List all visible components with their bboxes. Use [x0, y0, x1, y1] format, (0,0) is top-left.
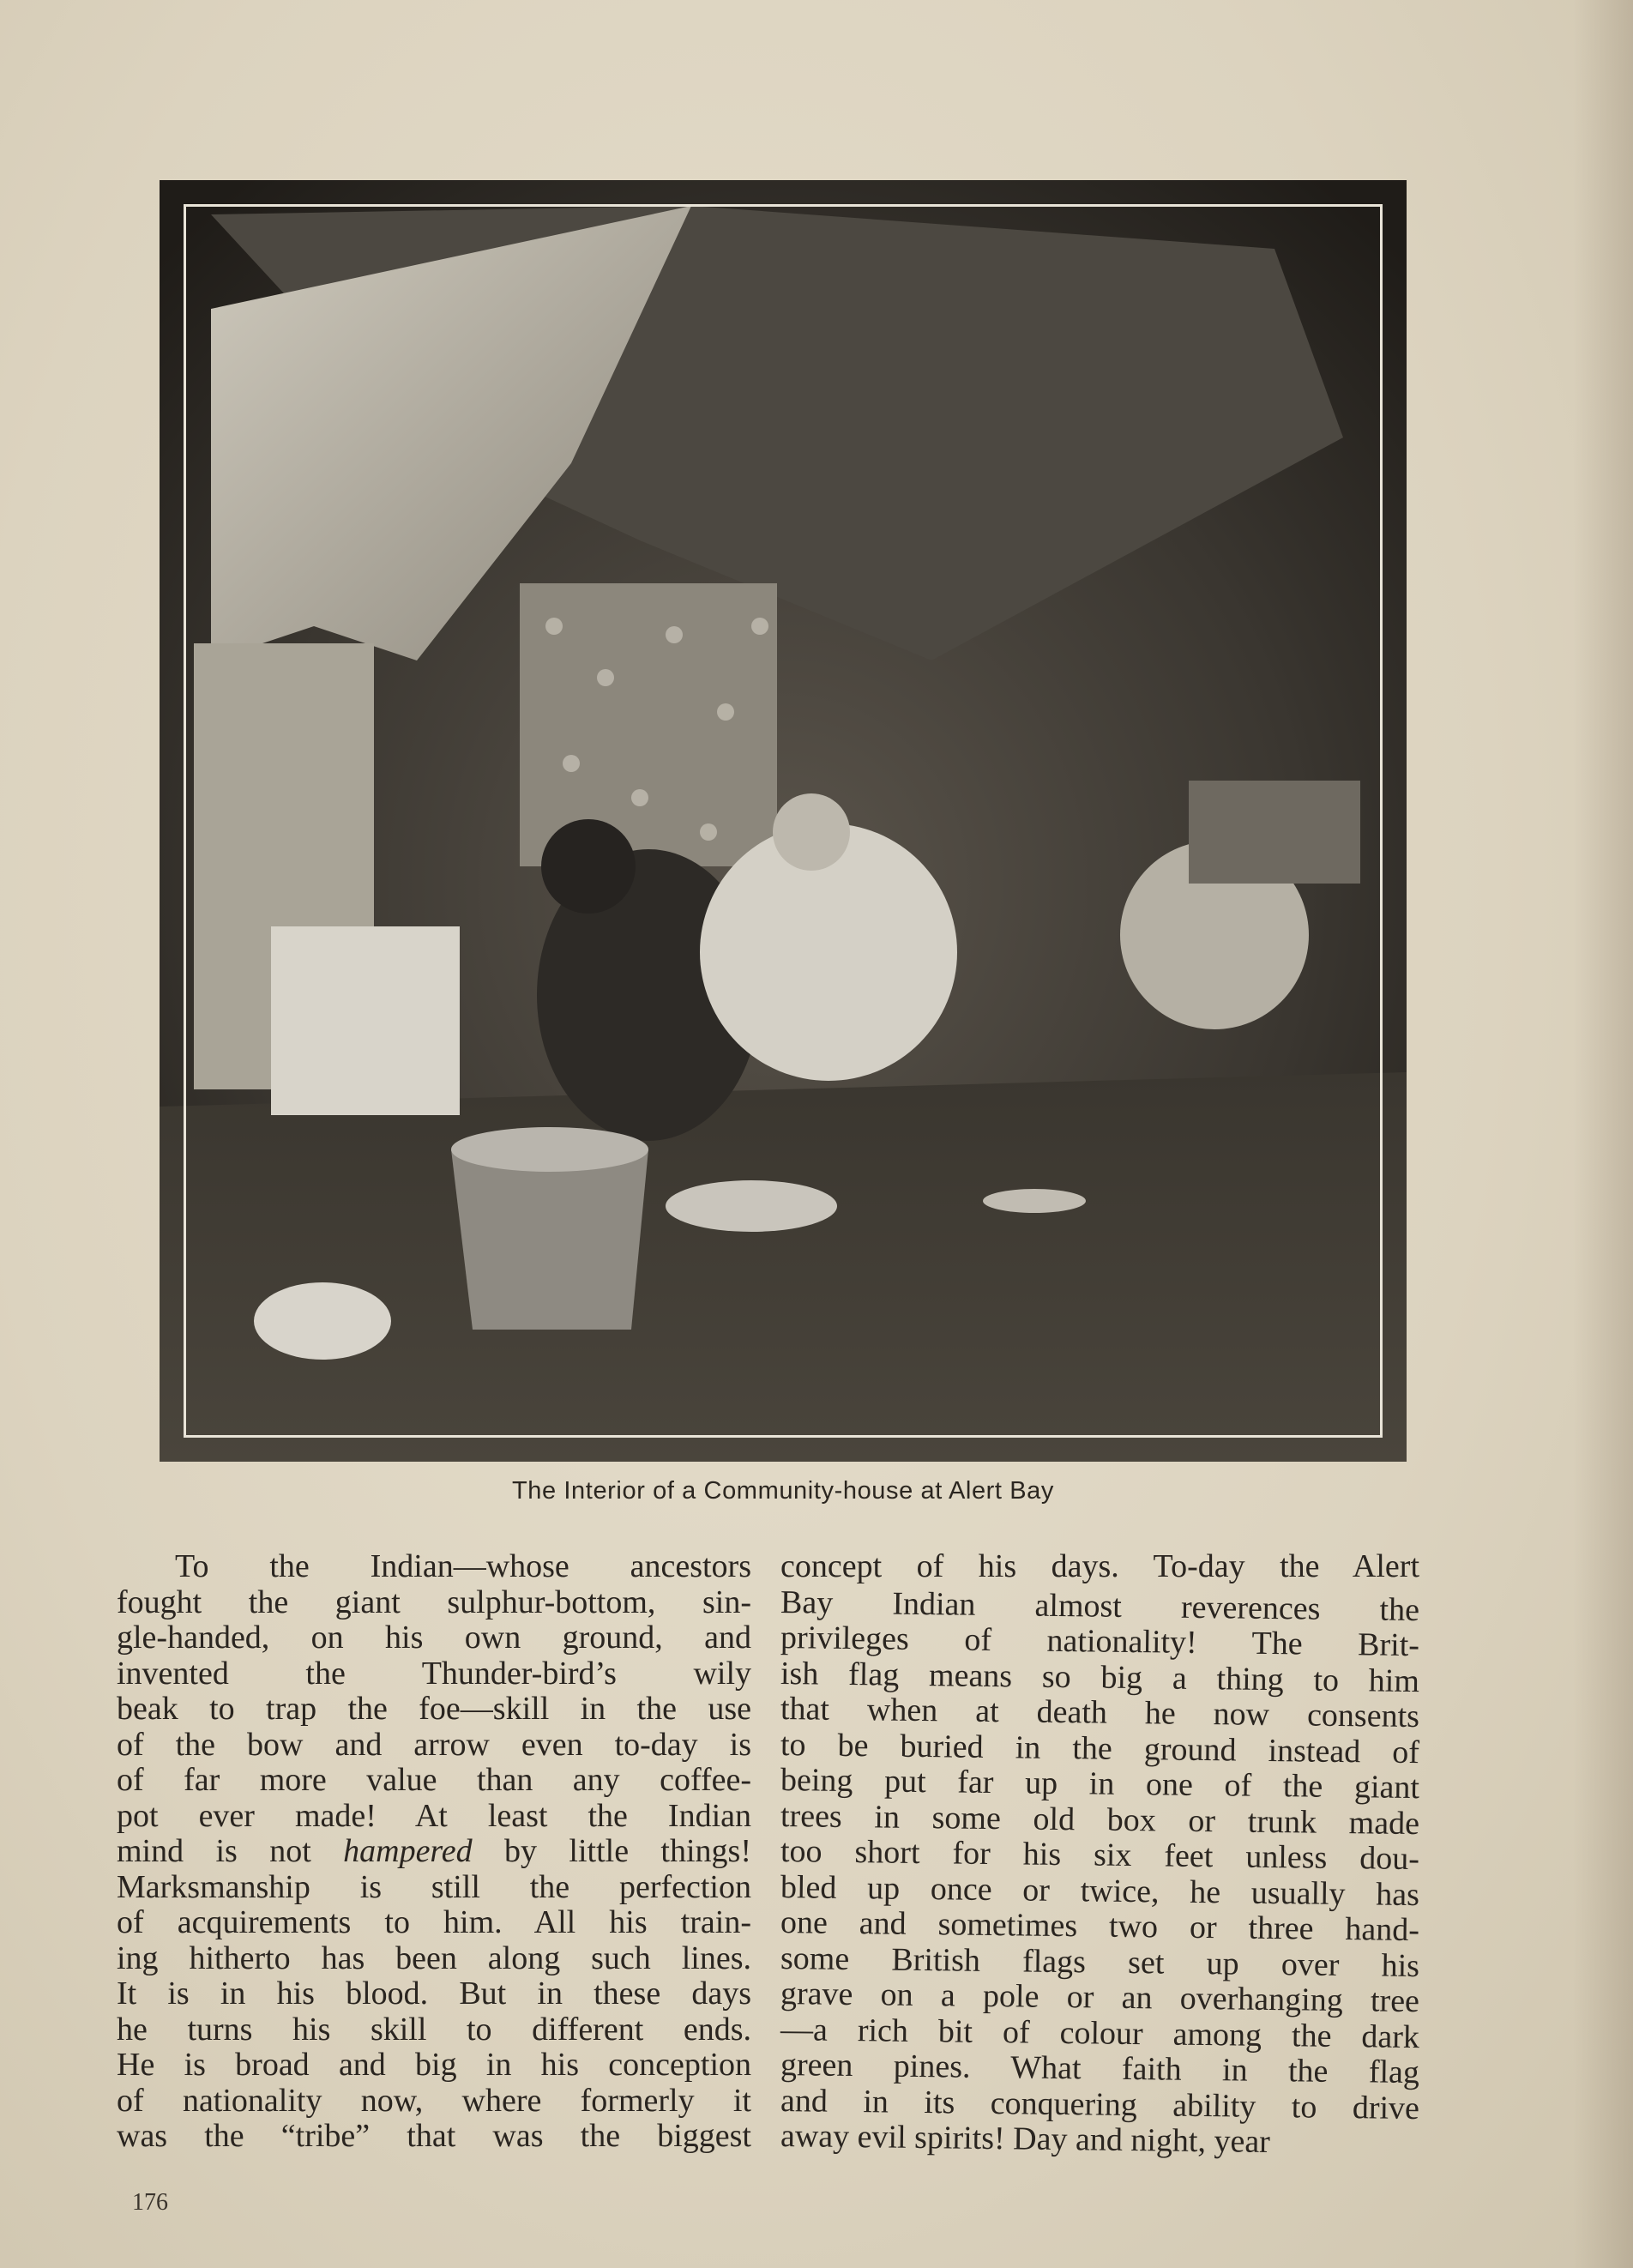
text-line: Bay Indian almost reverences the — [780, 1583, 1420, 1628]
text-line: mind is not hampered by little things! — [117, 1833, 751, 1869]
text-line: To the Indian—whose ancestors — [175, 1548, 751, 1584]
text-line: ing hitherto has been along such lines. — [117, 1939, 751, 1976]
text-line: that when at death he now consents — [780, 1691, 1420, 1735]
text-line: concept of his days. To-day the Alert — [780, 1548, 1419, 1584]
text-line: fought the giant sulphur-bottom, sin- — [117, 1583, 751, 1620]
text-line: was the “tribe” that was the biggest — [117, 2118, 751, 2154]
right-text-column — [780, 1548, 1420, 2160]
text-line: gle-handed, on his own ground, and — [117, 1620, 751, 1656]
photo-caption: The Interior of a Community-house at Alert Bay — [511, 1477, 1055, 1505]
text-line: of nationality now, where formerly it — [117, 2082, 751, 2119]
text-line: and in its conquering ability to drive — [780, 2082, 1420, 2126]
text-line: privileges of nationality! The Brit- — [780, 1620, 1420, 1664]
text-line: to be buried in the ground instead of — [780, 1726, 1420, 1770]
text-line: of the bow and arrow even to-day is — [117, 1726, 751, 1763]
text-line: It is in his blood. But in these days — [117, 1975, 751, 2012]
text-line: Marksmanship is still the perfection — [117, 1868, 751, 1905]
page-gutter-shadow — [1573, 0, 1633, 2268]
text-line: being put far up in one of the giant — [780, 1762, 1420, 1807]
text-line: away evil spirits! Day and night, year — [780, 2118, 1271, 2160]
text-line: he turns his skill to different ends. — [117, 2011, 751, 2048]
community-house-photo — [160, 180, 1407, 1462]
text-line: grave on a pole or an overhanging tree — [780, 1975, 1420, 2020]
photo-illustration — [160, 180, 1407, 1462]
page-number: 176 — [132, 2189, 168, 2216]
text-line: of far more value than any coffee- — [117, 1762, 751, 1798]
text-line: too short for his six feet unless dou- — [780, 1833, 1420, 1878]
text-line: bled up once or twice, he usually has — [780, 1868, 1420, 1913]
text-line: pot ever made! At least the Indian — [117, 1797, 751, 1834]
text-line: some British flags set up over his — [780, 1939, 1420, 1984]
text-line: one and sometimes two or three hand- — [780, 1904, 1420, 1949]
text-line: —a rich bit of colour among the dark — [780, 2011, 1420, 2055]
text-line: trees in some old box or trunk made — [780, 1797, 1420, 1842]
text-line: of acquirements to him. All his train- — [117, 1904, 751, 1940]
left-text-column — [117, 1549, 751, 2155]
text-line: green pines. What faith in the flag — [780, 2047, 1420, 2091]
text-line: ish flag means so big a thing to him — [780, 1655, 1420, 1699]
text-line: He is broad and big in his conception — [117, 2047, 751, 2083]
text-line: beak to trap the foe—skill in the use — [117, 1691, 751, 1727]
text-line: invented the Thunder-bird’s wily — [117, 1655, 751, 1692]
